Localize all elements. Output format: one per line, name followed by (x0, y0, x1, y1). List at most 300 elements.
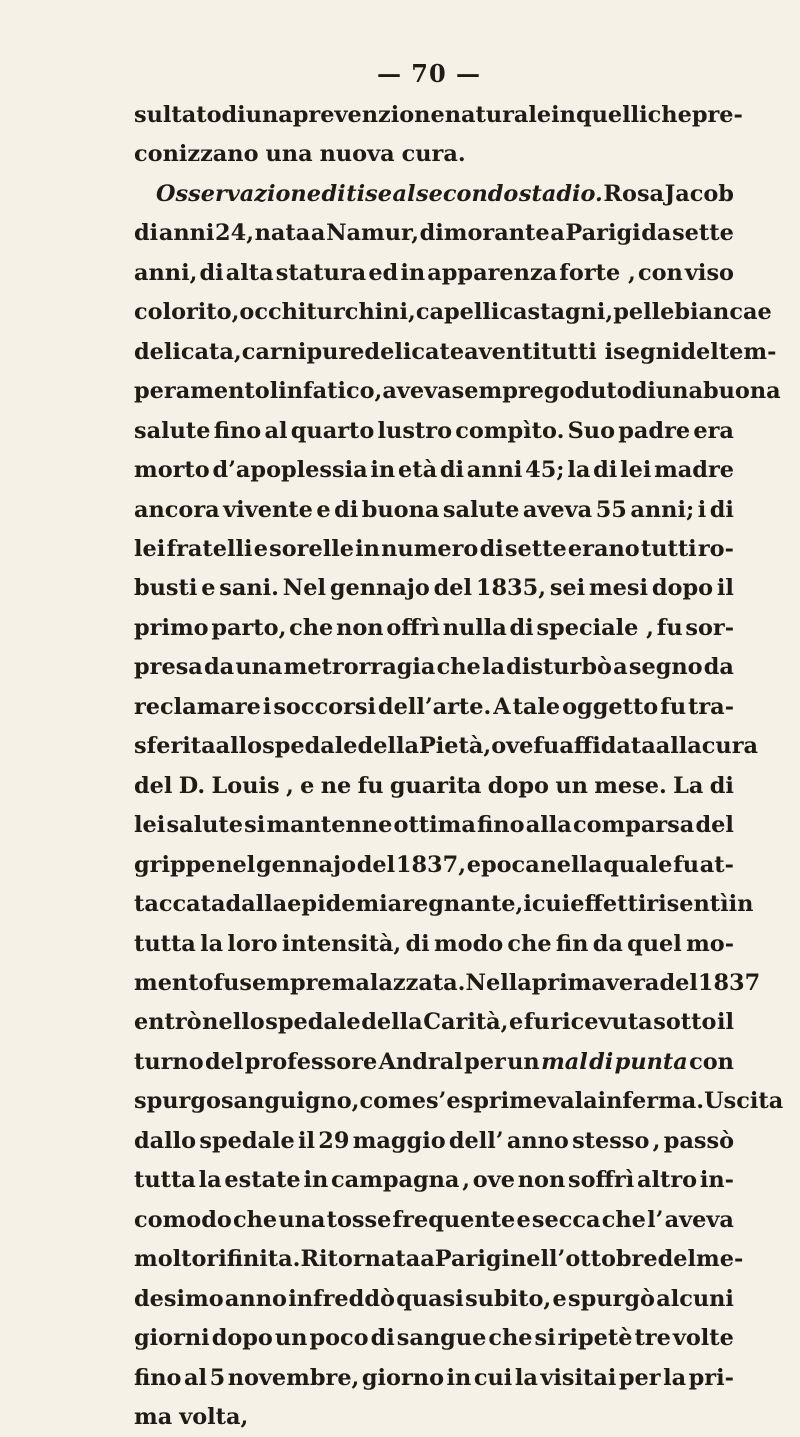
word: dell’arte. (377, 693, 492, 720)
word: reclamare (134, 693, 261, 720)
word: lustro (377, 417, 453, 444)
word: viso (684, 259, 734, 286)
word: campagna (331, 1167, 460, 1194)
word: pelle (613, 299, 675, 326)
word: mantenne (266, 812, 393, 839)
word: nulla (442, 614, 507, 641)
word: della (361, 1009, 423, 1036)
word: apparenza (427, 259, 558, 286)
word: fino (134, 1364, 182, 1391)
word: conizzano (134, 141, 259, 168)
word: dimorante (419, 220, 550, 247)
word: di (405, 930, 430, 957)
word: i (523, 891, 532, 918)
word: alla (655, 733, 702, 760)
word: dalla (225, 891, 288, 918)
word: ro- (697, 535, 734, 562)
word: A (493, 693, 511, 720)
word: si (244, 812, 266, 839)
word: oggetto (562, 693, 659, 720)
word: anni (158, 220, 215, 247)
word: quale (603, 851, 673, 878)
word: a (310, 220, 326, 247)
word: volte (672, 1325, 734, 1352)
word: padre (618, 417, 691, 444)
word: Uscita (704, 1088, 784, 1115)
word: stesso (572, 1127, 650, 1154)
word: e (516, 1206, 531, 1233)
word: giorno (361, 1364, 444, 1391)
word: per (464, 1048, 506, 1075)
word: madre (654, 457, 734, 484)
word: castagni, (499, 299, 614, 326)
word: d’apoplessia (212, 457, 368, 484)
word: alla (525, 812, 572, 839)
word: sempre (239, 969, 332, 996)
word: Namur, (326, 220, 419, 247)
word: fu (523, 1009, 550, 1036)
word: 5 (209, 1364, 226, 1391)
word: una (278, 1206, 326, 1233)
word: tutti (640, 535, 697, 562)
word: che (232, 1206, 278, 1233)
text-line (134, 135, 734, 174)
text-line (134, 925, 734, 964)
text-line (134, 648, 734, 687)
word: dell’ (448, 1127, 504, 1154)
word: molto (134, 1246, 207, 1273)
word: allo (215, 733, 263, 760)
word: fu (656, 614, 683, 641)
word: da (703, 654, 734, 681)
word: morto (134, 457, 210, 484)
text-line (134, 1082, 784, 1121)
word: tem- (718, 338, 777, 365)
word: 1835, (475, 575, 546, 602)
word: e (201, 575, 216, 602)
word: anno (506, 1127, 569, 1154)
word: del (659, 969, 698, 996)
word: che (601, 1206, 646, 1233)
word: novembre, (227, 1364, 360, 1391)
word: di (199, 259, 224, 286)
word: in (355, 535, 380, 562)
text-line (134, 964, 761, 1003)
word: peramento (134, 378, 270, 405)
word: nella (540, 851, 603, 878)
word: sette (504, 535, 567, 562)
word: comodo (134, 1206, 232, 1233)
word: cui (531, 891, 571, 918)
word: in (370, 457, 396, 484)
word: Andral (378, 1048, 463, 1075)
word: 24, (215, 220, 254, 247)
word: disturbò (506, 654, 612, 681)
word: il (716, 1009, 734, 1036)
text-line (134, 333, 777, 372)
text-line (134, 1280, 734, 1319)
word: , (285, 772, 294, 799)
word: fino (477, 812, 525, 839)
word: Osservazione (156, 180, 321, 207)
word: la (663, 1364, 687, 1391)
word: turchini, (306, 299, 416, 326)
word: in (400, 259, 426, 286)
word: salute (442, 496, 520, 523)
text-line (134, 530, 734, 569)
word: Carità, (423, 1009, 509, 1036)
word: Suo (567, 417, 616, 444)
text-line (134, 372, 781, 411)
word: di (589, 1048, 614, 1075)
word: sette (672, 220, 734, 247)
word: la (567, 457, 591, 484)
word: mesi (588, 575, 649, 602)
word: prevenzione (292, 102, 445, 128)
text-line (134, 1003, 734, 1042)
word: , (652, 1127, 661, 1154)
word: guarita (389, 772, 482, 799)
word: di (631, 378, 656, 405)
word: numero (381, 535, 479, 562)
word: di (321, 180, 346, 207)
word: di (709, 772, 734, 799)
word: la (574, 1088, 598, 1115)
word: sorelle (269, 535, 354, 562)
word: naturale (444, 102, 552, 128)
word: salute (166, 812, 243, 839)
word: spedale (265, 1009, 361, 1036)
word: l’ (647, 1206, 664, 1233)
word: aveva (382, 378, 452, 405)
word: con (689, 1048, 734, 1075)
text-line (134, 412, 734, 451)
word: taccata (134, 891, 226, 918)
word: Rosa (603, 180, 665, 207)
word: turno (134, 1048, 204, 1075)
word: epidemia (287, 891, 403, 918)
word: e (316, 496, 331, 523)
word: segni (613, 338, 681, 365)
text-line (134, 609, 734, 648)
word: in (446, 1364, 472, 1391)
word: una (655, 378, 703, 405)
word: erano (567, 535, 640, 562)
word: spurgo (134, 1088, 221, 1115)
word: stadio. (518, 180, 603, 207)
word: ed (368, 259, 399, 286)
word: di (134, 220, 159, 247)
word: la (200, 930, 224, 957)
text-line (134, 1359, 734, 1398)
word: a (420, 1246, 435, 1273)
page-number: — 70 — (376, 59, 482, 88)
word: che (647, 102, 692, 128)
word: Parigi (565, 220, 641, 247)
word: sanguigno, (220, 1088, 360, 1115)
word: entrò (134, 1009, 202, 1036)
word: soffrì (568, 1167, 635, 1194)
word: al (264, 417, 288, 444)
word: punta (614, 1048, 688, 1075)
word: buona (702, 378, 781, 405)
word: quel (627, 930, 682, 957)
word: una (245, 102, 293, 128)
word: altro (637, 1167, 698, 1194)
word: nuova (319, 141, 395, 168)
word: 1837 (697, 969, 761, 996)
word: presa (134, 654, 203, 681)
word: lei (134, 535, 166, 562)
word: da (592, 930, 623, 957)
word: aventi (464, 338, 541, 365)
word: come (359, 1088, 426, 1115)
word: del (356, 851, 396, 878)
word: gennajo (256, 851, 357, 878)
word: sferita (134, 733, 216, 760)
word: la (198, 1167, 222, 1194)
word: Louis (211, 772, 280, 799)
word: sor- (685, 614, 734, 641)
word: da (204, 654, 235, 681)
word: intensità, (281, 930, 402, 957)
word: s’esprimeva (425, 1088, 575, 1115)
word: ancora (134, 496, 220, 523)
word: a (613, 654, 628, 681)
word: statura (275, 259, 367, 286)
word: quasi (396, 1285, 464, 1312)
word: pure (306, 338, 365, 365)
word: aveva (522, 496, 593, 523)
word: 55 (595, 496, 627, 523)
word: ma (134, 1403, 173, 1430)
word: spedale (199, 1127, 295, 1154)
word: di (593, 457, 618, 484)
word: sei (549, 575, 586, 602)
word: e (253, 535, 268, 562)
word: di (334, 496, 359, 523)
word: secca (531, 1206, 601, 1233)
word: modo (433, 930, 504, 957)
word: lei (620, 457, 652, 484)
word: sultato (134, 102, 222, 128)
word: passò (663, 1127, 734, 1154)
word: ripetè (557, 1325, 633, 1352)
word: in- (699, 1167, 734, 1194)
text-line (134, 96, 743, 135)
word: pri- (688, 1364, 734, 1391)
word: secondo (416, 180, 519, 207)
word: rifinita. (206, 1246, 301, 1273)
word: delicate (364, 338, 465, 365)
word: nel (216, 851, 256, 878)
text-line (134, 569, 734, 608)
word: un (507, 1048, 540, 1075)
word: busti (134, 575, 198, 602)
word: la (481, 654, 505, 681)
word: 29 (318, 1127, 350, 1154)
text-line (134, 806, 734, 845)
word: volta, (179, 1403, 249, 1430)
word: per (618, 1364, 661, 1391)
word: 45; (525, 457, 565, 484)
word: gennajo (329, 575, 430, 602)
word: grippe (134, 851, 216, 878)
word: della (357, 733, 419, 760)
word: a (550, 220, 565, 247)
word: anni; (630, 496, 695, 523)
word: spurgò (568, 1285, 655, 1312)
word: Ritornata (300, 1246, 421, 1273)
word: forte , (559, 259, 636, 286)
word: tise (346, 180, 392, 207)
word: capelli (415, 299, 500, 326)
word: occhi (239, 299, 307, 326)
word: visitai (540, 1364, 617, 1391)
word: goduto (543, 378, 632, 405)
word: primavera (531, 969, 660, 996)
text-line (134, 1043, 734, 1082)
word: inferma. (597, 1088, 705, 1115)
word: del (433, 575, 473, 602)
word: di (709, 496, 734, 523)
word: mo- (686, 930, 734, 957)
word: loro (227, 930, 278, 957)
word: quelli (575, 102, 648, 128)
word: dallo (134, 1127, 197, 1154)
word: tosse (326, 1206, 392, 1233)
word: bianca (674, 299, 758, 326)
word: la (514, 1364, 538, 1391)
word: ne (320, 772, 352, 799)
word: età (397, 457, 438, 484)
word: fu (357, 772, 384, 799)
word: professore (244, 1048, 378, 1075)
text-body (134, 96, 784, 1437)
word: epoca (466, 851, 540, 878)
word: primo (134, 614, 209, 641)
word: con (637, 259, 683, 286)
word: comparsa (572, 812, 695, 839)
word: in (728, 891, 754, 918)
word: che (436, 654, 481, 681)
word: cura. (401, 141, 466, 168)
word: del (680, 338, 719, 365)
text-line (134, 293, 772, 332)
word: una (265, 141, 313, 168)
word: di (439, 457, 465, 484)
word: Pietà, (418, 733, 492, 760)
word: sangue (396, 1325, 487, 1352)
word: buona (361, 496, 440, 523)
word: metrorragia (283, 654, 436, 681)
word: in (303, 1167, 329, 1194)
word: linfatico, (269, 378, 383, 405)
word: ove (491, 733, 534, 760)
word: anni, (134, 259, 198, 286)
word: me- (696, 1246, 744, 1273)
word: D. (178, 772, 206, 799)
word: di (370, 1325, 395, 1352)
word: risentì (646, 891, 729, 918)
word: cura (701, 733, 758, 760)
word: mese. (594, 772, 667, 799)
word: tre (634, 1325, 671, 1352)
word: sempre (451, 378, 544, 405)
word: che (289, 614, 334, 641)
word: fu (673, 851, 700, 878)
word: i (262, 693, 272, 720)
word: mal (541, 1048, 588, 1075)
word: Parigi (434, 1246, 510, 1273)
word: ove (472, 1167, 515, 1194)
word: Jacob (664, 180, 734, 207)
word: e (509, 1009, 524, 1036)
word: era (693, 417, 734, 444)
word: i (697, 496, 707, 523)
word: di (509, 614, 534, 641)
word: da (641, 220, 672, 247)
word: che (488, 1325, 533, 1352)
word: estate (224, 1167, 301, 1194)
word: anni (466, 457, 523, 484)
word: sani. (219, 575, 279, 602)
word: il (298, 1127, 316, 1154)
word: fu (533, 733, 560, 760)
word: maggio (352, 1127, 446, 1154)
word: compìto. (455, 417, 565, 444)
text-line (134, 1398, 734, 1437)
word: del (695, 812, 734, 839)
word: giorni (134, 1325, 210, 1352)
text-line (134, 1240, 744, 1279)
word: pre- (691, 102, 743, 128)
word: una (235, 654, 283, 681)
text-line (134, 1122, 734, 1161)
word: tale (512, 693, 561, 720)
word: colorito, (134, 299, 240, 326)
text-line (134, 491, 734, 530)
word: sotto (653, 1009, 717, 1036)
word: anno (224, 1285, 287, 1312)
word: nell’ottobre (510, 1246, 658, 1273)
word: , (462, 1167, 471, 1194)
word: parto, (211, 614, 287, 641)
word: tra- (688, 693, 734, 720)
word: vivente (223, 496, 313, 523)
text-line (134, 846, 734, 885)
word: soccorsi (273, 693, 376, 720)
text-line (134, 1161, 734, 1200)
word: non (517, 1167, 566, 1194)
word: un (274, 1325, 308, 1352)
word: tutta (134, 930, 196, 957)
text-line (134, 727, 758, 766)
word: e (552, 1285, 567, 1312)
word: spedale (262, 733, 358, 760)
word: delicata, (134, 338, 242, 365)
word: fratelli (166, 535, 253, 562)
word: si (534, 1325, 556, 1352)
word: alta (225, 259, 274, 286)
word: offrì (386, 614, 440, 641)
text-line (134, 451, 734, 490)
text-line (134, 1319, 734, 1358)
word: at- (699, 851, 734, 878)
word: 1837, (395, 851, 466, 878)
word: fu (213, 969, 240, 996)
word: salute (134, 417, 211, 444)
